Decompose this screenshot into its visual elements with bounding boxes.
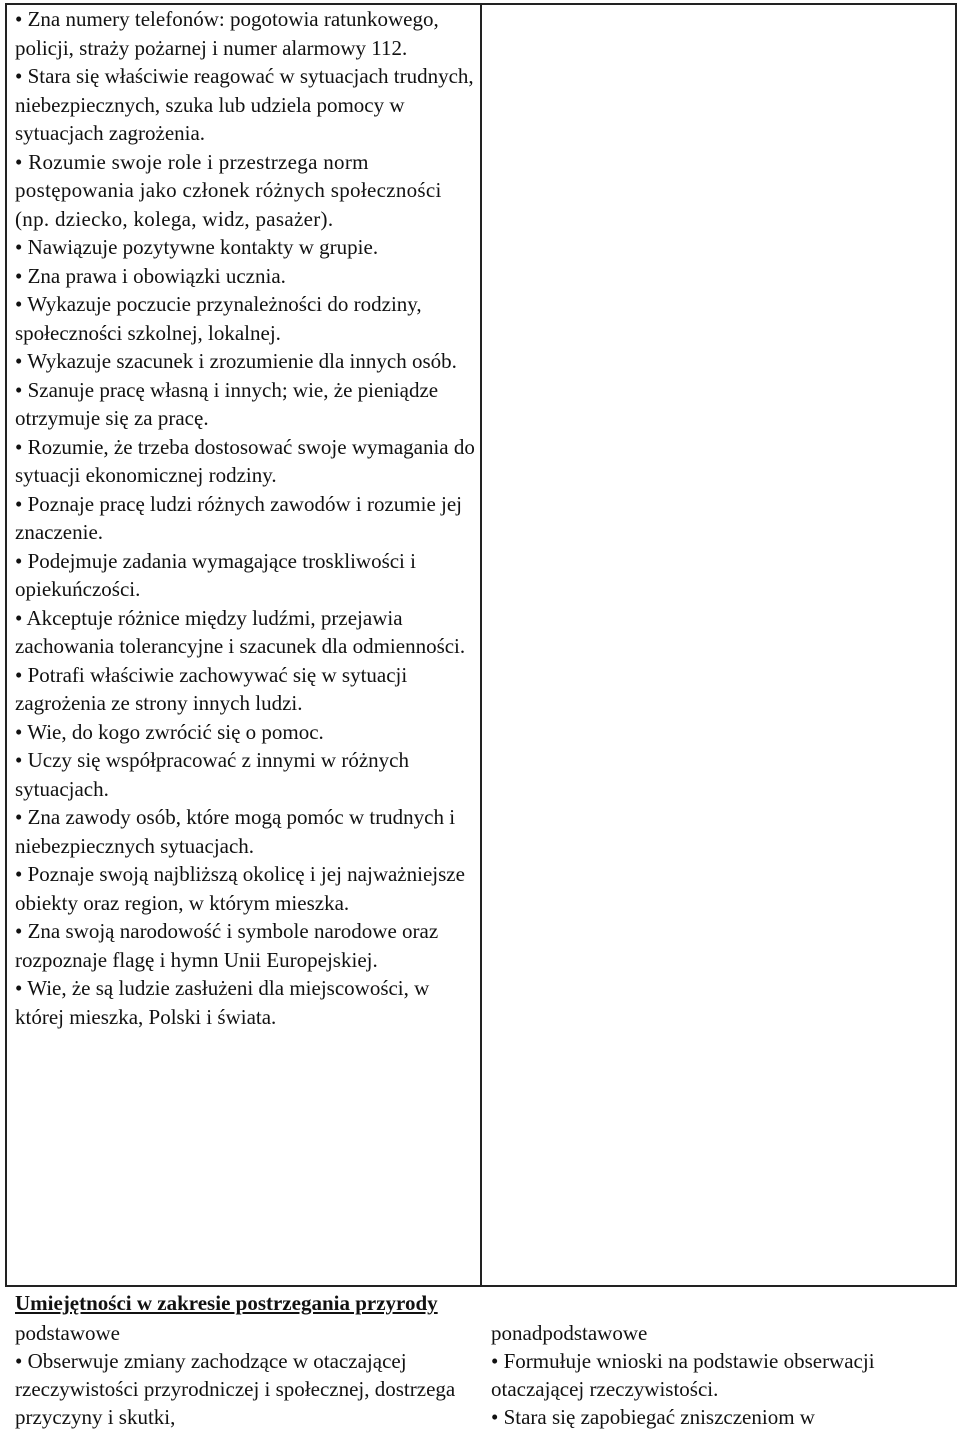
list-item: • Wykazuje szacunek i zrozumienie dla innych osób. [15, 349, 457, 373]
section-title: Umiejętności w zakresie postrzegania przyrody [15, 1291, 438, 1315]
list-item: • Stara się zapobiegać zniszczeniom w [491, 1405, 815, 1429]
advanced-column-label: ponadpodstawowe [491, 1321, 648, 1345]
list-item: • Podejmuje zadania wymagające troskliwości i opiekuńczości. [15, 548, 416, 601]
list-item: • Rozumie swoje role i przestrzega norm postępowania jako członek różnych społeczności (np. dziecko, kolega, widz, pasażer). [15, 149, 442, 231]
left-cell [15, 5, 475, 1031]
table-column-divider [480, 3, 482, 1287]
list-item: • Wie, do kogo zwrócić się o pomoc. [15, 719, 324, 744]
list-item: • Zna numery telefonów: pogotowia ratunkowego, policji, straży pożarnej i numer alarmowy 112. [15, 7, 439, 60]
table-right-border [955, 3, 957, 1287]
list-item: • Akceptuje różnice między ludźmi, przejawia zachowania tolerancyjne i szacunek dla odmienności. [15, 605, 466, 658]
basic-column [15, 1347, 485, 1431]
list-item: • Zna swoją narodowość i symbole narodowe oraz rozpoznaje flagę i hymn Unii Europejskiej. [15, 919, 439, 972]
list-item: • Obserwuje zmiany zachodzące w otaczającej rzeczywistości przyrodniczej i społecznej, dostrzega przyczyny i skutki, [15, 1349, 456, 1429]
list-item: • Szanuje pracę własną i innych; wie, że pieniądze otrzymuje się za pracę. [15, 377, 439, 430]
list-item: • Formułuje wnioski na podstawie obserwacji otaczającej rzeczywistości. [491, 1349, 875, 1401]
list-item: • Poznaje swoją najbliższą okolicę i jej najważniejsze obiekty oraz region, w którym mieszka. [15, 862, 465, 915]
basic-column-label: podstawowe [15, 1321, 120, 1345]
list-item: • Uczy się współpracować z innymi w różnych sytuacjach. [15, 748, 409, 801]
list-item: • Stara się właściwie reagować w sytuacjach trudnych, niebezpiecznych, szuka lub udziela pomocy w sytuacjach zagrożenia. [15, 64, 474, 145]
list-item: • Poznaje pracę ludzi różnych zawodów i rozumie jej znaczenie. [15, 491, 463, 544]
list-item: • Potrafi właściwie zachowywać się w sytuacji zagrożenia ze strony innych ludzi. [15, 662, 408, 715]
advanced-column [491, 1347, 956, 1431]
list-item: • Zna prawa i obowiązki ucznia. [15, 263, 286, 288]
list-item: • Wykazuje poczucie przynależności do rodziny, społeczności szkolnej, lokalnej. [15, 292, 422, 345]
list-item: • Nawiązuje pozytywne kontakty w grupie. [15, 235, 379, 259]
list-item: • Wie, że są ludzie zasłużeni dla miejscowości, w której mieszka, Polski i świata. [15, 976, 430, 1029]
list-item: • Zna zawody osób, które mogą pomóc w trudnych i niebezpiecznych sytuacjach. [15, 805, 456, 858]
table-left-border [5, 3, 7, 1287]
list-item: • Rozumie, że trzeba dostosować swoje wymagania do sytuacji ekonomicznej rodziny. [15, 434, 475, 487]
